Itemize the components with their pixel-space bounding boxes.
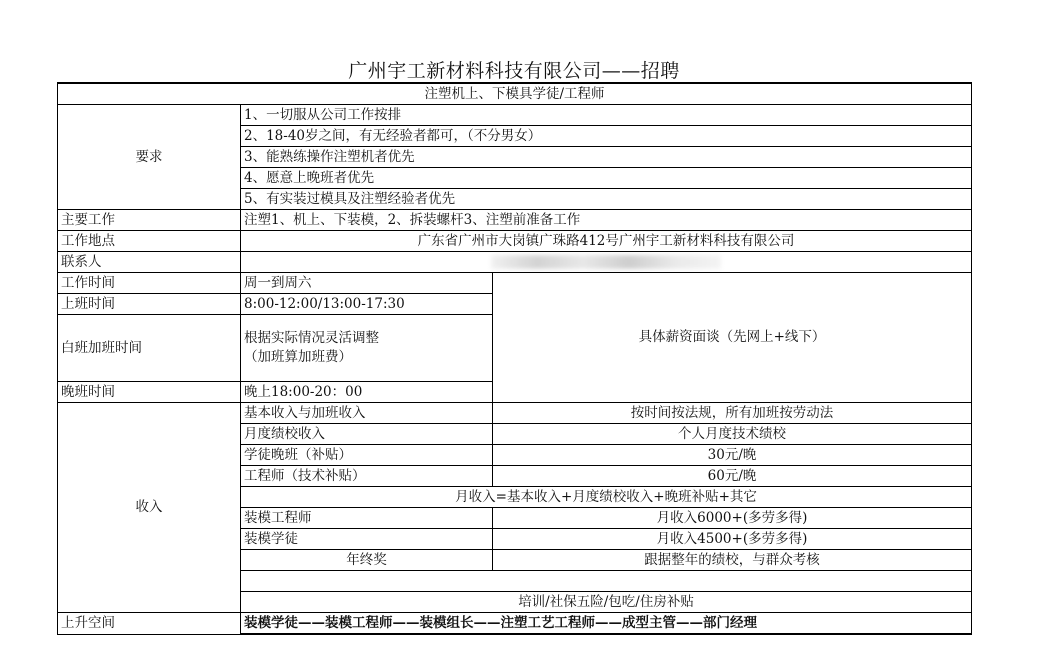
income-item-name: 基本收入与加班收入 [241, 403, 493, 424]
requirement-item: 5、有实装过模具及注塑经验者优先 [241, 189, 972, 210]
table-row [58, 210, 972, 231]
work-time-label: 工作时间 [58, 273, 241, 294]
income-item-name: 装模工程师 [241, 508, 493, 529]
income-formula: 月收入=基本收入+月度绩校收入+晚班补贴+其它 [241, 487, 972, 508]
contact-label: 联系人 [58, 252, 241, 273]
income-spacer [241, 571, 972, 592]
requirements-label: 要求 [58, 105, 241, 210]
income-item-name: 工程师（技术补贴） [241, 466, 493, 487]
income-item-value: 个人月度技术绩校 [493, 424, 972, 445]
overtime-label: 白班加班时间 [58, 315, 241, 382]
income-item-name: 学徒晚班（补贴） [241, 445, 493, 466]
requirement-item: 2、18-40岁之间，有无经验者都可，（不分男女） [241, 126, 972, 147]
overtime-line1: 根据实际情况灵活调整 [244, 330, 379, 346]
page-title: 广州宇工新材料科技有限公司——招聘 [348, 60, 680, 82]
location-label: 工作地点 [58, 231, 241, 252]
benefits: 培训/社保五险/包吃/住房补贴 [241, 592, 972, 613]
income-item-value: 跟据整年的绩校，与群众考核 [493, 550, 972, 571]
income-label: 收入 [58, 403, 241, 613]
table-row [58, 403, 972, 424]
main-work-label: 主要工作 [58, 210, 241, 231]
table-row [58, 613, 972, 635]
career-label: 上升空间 [58, 613, 241, 635]
income-item-value: 30元/晚 [493, 445, 972, 466]
table-row [58, 105, 972, 126]
salary-note: 具体薪资面谈（先网上+线下） [493, 273, 972, 403]
main-work-value: 注塑1、机上、下装模，2、拆装螺杆3、注塑前准备工作 [241, 210, 972, 231]
recruitment-table [57, 82, 972, 635]
table-row [58, 83, 972, 105]
redacted-blur [491, 255, 721, 269]
contact-value-redacted [241, 252, 972, 273]
position-title: 注塑机上、下模具学徒/工程师 [58, 83, 972, 105]
requirement-item: 4、愿意上晚班者优先 [241, 168, 972, 189]
income-item-value: 按时间按法规，所有加班按劳动法 [493, 403, 972, 424]
career-path: 装模学徒——装模工程师——装模组长——注塑工艺工程师——成型主管——部门经理 [241, 613, 972, 635]
income-item-name: 月度绩校收入 [241, 424, 493, 445]
income-item-name: 装模学徒 [241, 529, 493, 550]
table-row [58, 273, 972, 294]
income-item-value: 月收入4500+(多劳多得) [493, 529, 972, 550]
income-item-name: 年终奖 [241, 550, 493, 571]
night-time-label: 晚班时间 [58, 382, 241, 403]
income-item-value: 60元/晚 [493, 466, 972, 487]
requirement-item: 3、能熟练操作注塑机者优先 [241, 147, 972, 168]
income-item-value: 月收入6000+(多劳多得) [493, 508, 972, 529]
shift-time-value: 8:00-12:00/13:00-17:30 [241, 294, 493, 315]
overtime-line2: （加班算加班费） [244, 349, 352, 365]
work-time-value: 周一到周六 [241, 273, 493, 294]
table-row [58, 252, 972, 273]
location-value: 广东省广州市大岗镇广珠路412号广州宇工新材料科技有限公司 [241, 231, 972, 252]
requirement-item: 1、一切服从公司工作按排 [241, 105, 972, 126]
shift-time-label: 上班时间 [58, 294, 241, 315]
table-row [58, 231, 972, 252]
night-time-value: 晚上18:00-20：00 [241, 382, 493, 403]
overtime-value [241, 315, 493, 382]
